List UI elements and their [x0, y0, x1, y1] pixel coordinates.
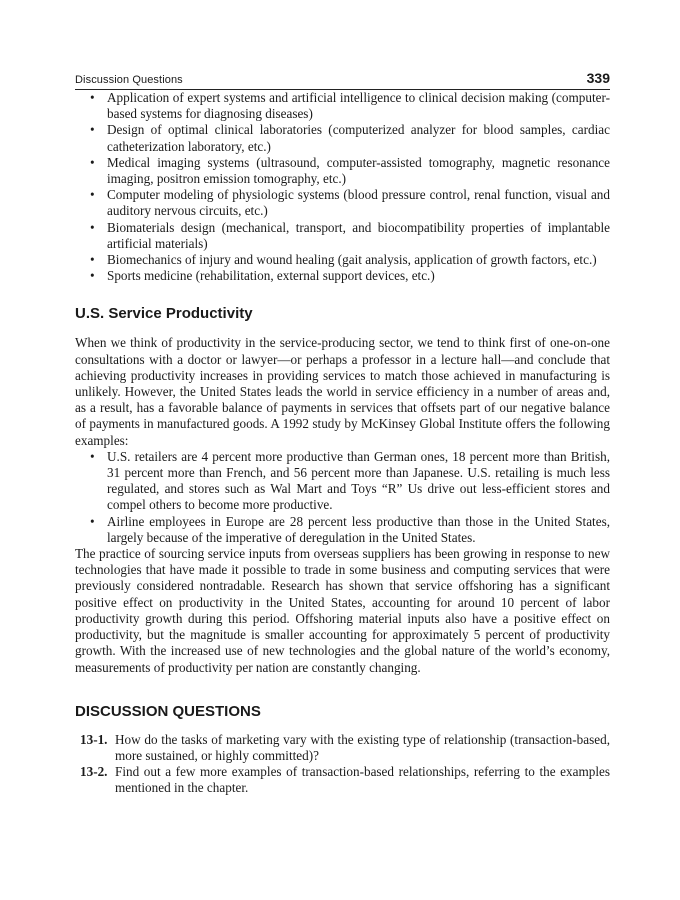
question-number: 13-2. [80, 764, 108, 780]
list-item [75, 155, 610, 187]
list-item-text: Computer modeling of physiologic systems (blood pressure control, renal function, visual and auditory nervous circuits, etc.) [107, 187, 610, 219]
list-item [75, 122, 610, 154]
bullet-icon: • [90, 154, 95, 170]
bullet-icon: • [90, 219, 95, 235]
bullet-icon: • [90, 252, 95, 268]
bullet-icon: • [90, 122, 95, 138]
list-item [75, 449, 610, 514]
page-number: 339 [586, 70, 610, 86]
running-header [75, 70, 610, 90]
service-examples-list [75, 449, 610, 546]
list-item-text: Medical imaging systems (ultrasound, computer-assisted tomography, magnetic resonance imaging, positron emission tomography, etc.) [107, 154, 610, 187]
bullet-icon: • [90, 448, 95, 464]
page-content [75, 70, 610, 797]
bullet-icon: • [90, 187, 95, 203]
discussion-questions-heading: DISCUSSION QUESTIONS [75, 702, 261, 720]
service-productivity-heading: U.S. Service Productivity [75, 305, 253, 323]
list-item [75, 220, 610, 252]
list-item [75, 90, 610, 122]
bullet-icon: • [90, 90, 95, 105]
list-item-text: Design of optimal clinical laboratories (computerized analyzer for blood samples, cardiac catheterization laboratory, etc.) [107, 122, 610, 154]
running-header-section-title: Discussion Questions [75, 74, 183, 86]
question-text: Find out a few more examples of transaction-based relationships, referring to the examples mentioned in the chapter. [115, 764, 610, 796]
bullet-icon: • [90, 268, 95, 284]
list-item-text: Application of expert systems and artificial intelligence to clinical decision making (computer-based systems for diagnosing diseases) [107, 90, 610, 122]
list-item [75, 514, 610, 546]
question-text: How do the tasks of marketing vary with the existing type of relationship (transaction-based, more sustained, or highly committed)? [115, 731, 610, 763]
list-item-text: U.S. retailers are 4 percent more productive than German ones, 18 percent more than British, 31 percent more than French, and 56 percent more than Japanese. U.S. retailing is much less regulated, and stores such as Wal Mart and Toys “R” Us drive out less-efficient stores and compel others to become more productive. [107, 448, 610, 513]
bullet-icon: • [90, 513, 95, 529]
question-item [75, 764, 610, 796]
question-item [75, 732, 610, 764]
list-item [75, 268, 610, 284]
list-item-text: Sports medicine (rehabilitation, external support devices, etc.) [107, 268, 435, 284]
biomedical-applications-list [75, 90, 610, 284]
list-item-text: Biomechanics of injury and wound healing (gait analysis, application of growth factors, etc.) [107, 252, 597, 268]
offshoring-paragraph: The practice of sourcing service inputs from overseas suppliers has been growing in response to new technologies that have made it possible to trade in some business and computing services that were previously considered nontradable. Research has shown that service offshoring has a significant positive effect on productivity in the United States, accounting for around 10 percent of labor productivity growth during this period. Offshoring material inputs also have a positive effect on productivity, but the magnitude is smaller accounting for approximately 5 percent of productivity growth. With the increased use of new technologies and the global nature of the world’s economy, measurements of productivity per nation are constantly changing. [75, 546, 610, 675]
list-item [75, 252, 610, 268]
list-item-text: Airline employees in Europe are 28 percent less productive than those in the United States, largely because of the imperative of deregulation in the United States. [107, 513, 610, 545]
list-item [75, 187, 610, 219]
question-number: 13-1. [80, 731, 108, 747]
service-intro-paragraph: When we think of productivity in the service-producing sector, we tend to think first of one-on-one consultations with a doctor or lawyer—or perhaps a professor in a lecture hall—and conclude that achieving productivity increases in providing services to match those achieved in manufacturing is unlikely. However, the United States leads the world in service efficiency in a number of areas and, as a result, has a favorable balance of payments in services that offsets part of our negative balance of payments in manufactured goods. A 1992 study by McKinsey Global Institute offers the following examples: [75, 335, 610, 448]
discussion-questions-list [75, 732, 610, 797]
list-item-text: Biomaterials design (mechanical, transport, and biocompatibility properties of implantable artificial materials) [107, 219, 610, 251]
